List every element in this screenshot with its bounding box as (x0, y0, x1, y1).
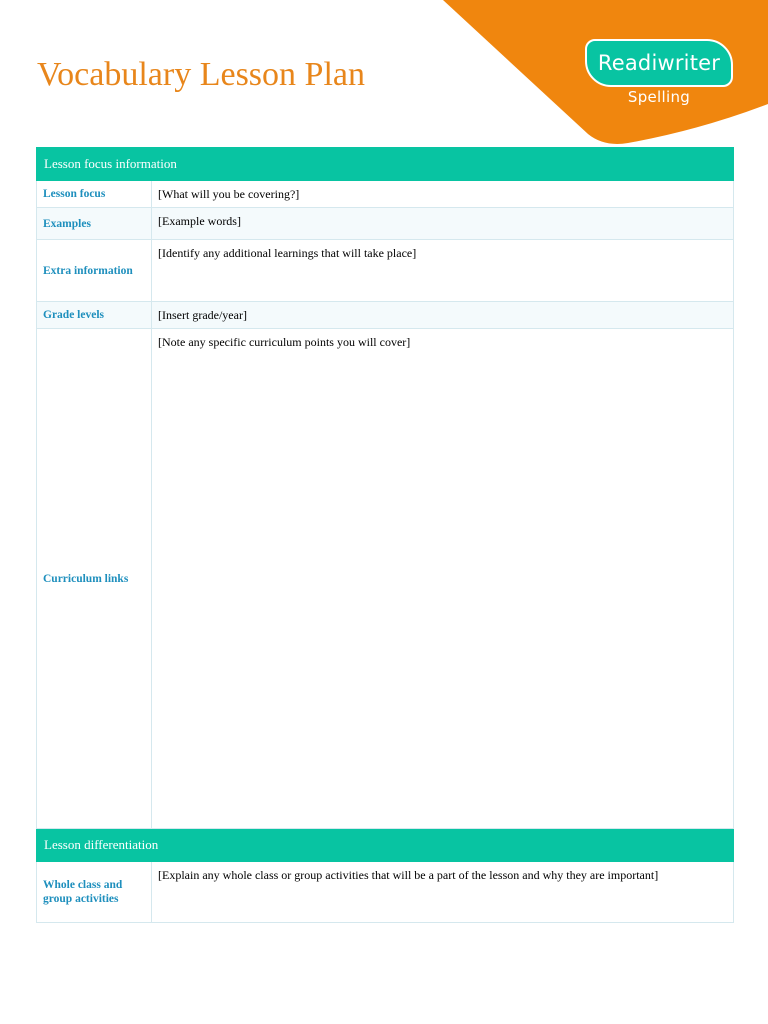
grade-levels-field[interactable]: [Insert grade/year] (152, 302, 734, 329)
lesson-focus-field[interactable]: [What will you be covering?] (152, 181, 734, 208)
section-header-lesson-focus (37, 148, 734, 181)
section-title: Lesson differentiation (37, 829, 734, 862)
readiwriter-logo[interactable] (585, 39, 733, 87)
row-label-curriculum-links: Curriculum links (37, 329, 152, 829)
row-label-whole-class-activities: Whole class and group activities (37, 862, 152, 923)
examples-field[interactable]: [Example words] (152, 208, 734, 240)
row-label-grade-levels: Grade levels (37, 302, 152, 329)
row-label-examples: Examples (37, 208, 152, 240)
whole-class-activities-field[interactable]: [Explain any whole class or group activities that will be a part of the lesson and why they are important] (152, 862, 734, 923)
document-title: Vocabulary Lesson Plan (37, 56, 365, 93)
logo-name: Readiwriter (597, 51, 721, 75)
lesson-plan-table (36, 147, 734, 923)
section-title: Lesson focus information (37, 148, 734, 181)
curriculum-links-field[interactable]: [Note any specific curriculum points you will cover] (152, 329, 734, 829)
table-row (37, 302, 734, 329)
section-header-lesson-differentiation (37, 829, 734, 862)
table-row (37, 240, 734, 302)
logo-product-name: Spelling (627, 88, 691, 106)
row-label-lesson-focus: Lesson focus (37, 181, 152, 208)
table-row (37, 329, 734, 829)
row-label-extra-information: Extra information (37, 240, 152, 302)
table-row (37, 862, 734, 923)
extra-information-field[interactable]: [Identify any additional learnings that will take place] (152, 240, 734, 302)
table-row (37, 208, 734, 240)
table-row (37, 181, 734, 208)
